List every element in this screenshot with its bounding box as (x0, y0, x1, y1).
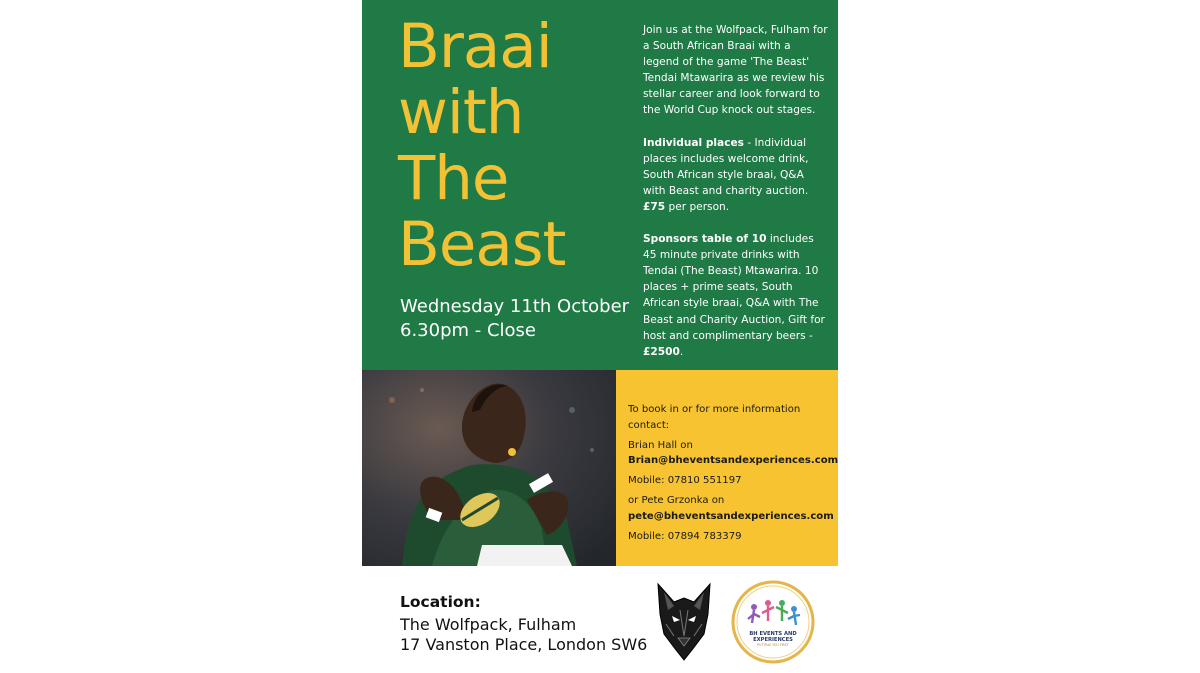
title-line: Beast (398, 209, 566, 280)
contact-email-brian[interactable] (628, 453, 839, 469)
bh-logo-text-3: PUTTING YOU FIRST (757, 643, 789, 647)
bh-logo-text-1: BH EVENTS AND (749, 631, 797, 637)
individual-places-paragraph (643, 135, 829, 215)
individual-price: £75 (643, 200, 666, 213)
location-address: 17 Vanston Place, London SW6 (400, 635, 648, 654)
title-line: Braai (398, 11, 552, 82)
contact-panel (616, 370, 838, 566)
poster-title (398, 11, 566, 280)
sponsors-text: includes 45 minute private drinks with Tendai (The Beast) Mtawarira. 10 places + prime seats, South African style braai, Q&A with The Beast and Charity Auction, Gift for host and complimentary beers - (643, 233, 825, 342)
event-date (400, 295, 629, 343)
contact-intro: To book in or for more information contact: (628, 404, 801, 431)
contact-mobile-pete: Mobile: 07894 783379 (628, 530, 742, 542)
bh-logo-text-2: EXPERIENCES (753, 637, 793, 643)
location-venue: The Wolfpack, Fulham (400, 615, 577, 634)
individual-heading: Individual places (643, 136, 744, 149)
location-block (400, 592, 647, 655)
event-description (643, 22, 829, 376)
contact-person-pete: or Pete Grzonka on (628, 494, 725, 506)
contact-mobile-brian: Mobile: 07810 551197 (628, 475, 742, 487)
bh-events-logo (730, 579, 816, 665)
intro-paragraph: Join us at the Wolfpack, Fulham for a South African Braai with a legend of the game 'The Beast' Tendai Mtawarira as we review his stellar career and look forward to the World Cup knock out stages. (643, 24, 828, 117)
wolf-head-logo (654, 580, 714, 662)
email-pete-text: pete@bheventsandexperiences.com (628, 510, 834, 522)
player-photo (362, 370, 616, 566)
green-header-panel (362, 0, 838, 370)
date-line: Wednesday 11th October (400, 296, 630, 317)
event-poster (362, 0, 838, 673)
contact-info (628, 402, 839, 544)
rugby-player-illustration (362, 370, 616, 566)
sponsors-heading: Sponsors table of 10 (643, 233, 767, 246)
contact-email-pete[interactable] (628, 509, 833, 525)
email-brian-text: Brian@bheventsandexperiences.com (628, 455, 839, 467)
individual-price-suffix: per person. (665, 200, 730, 213)
individual-text: - Individual places includes welcome drink, South African style braai, Q&A with Beast and charity auction. (643, 136, 809, 197)
sponsors-price-suffix: . (679, 345, 684, 358)
title-line: with (398, 77, 524, 148)
contact-person-brian: Brian Hall on (628, 439, 693, 451)
location-heading: Location: (400, 593, 481, 611)
sponsors-price: £2500 (643, 345, 680, 358)
time-line: 6.30pm - Close (400, 320, 537, 341)
title-line: The (398, 143, 509, 214)
sponsors-paragraph (643, 231, 829, 360)
